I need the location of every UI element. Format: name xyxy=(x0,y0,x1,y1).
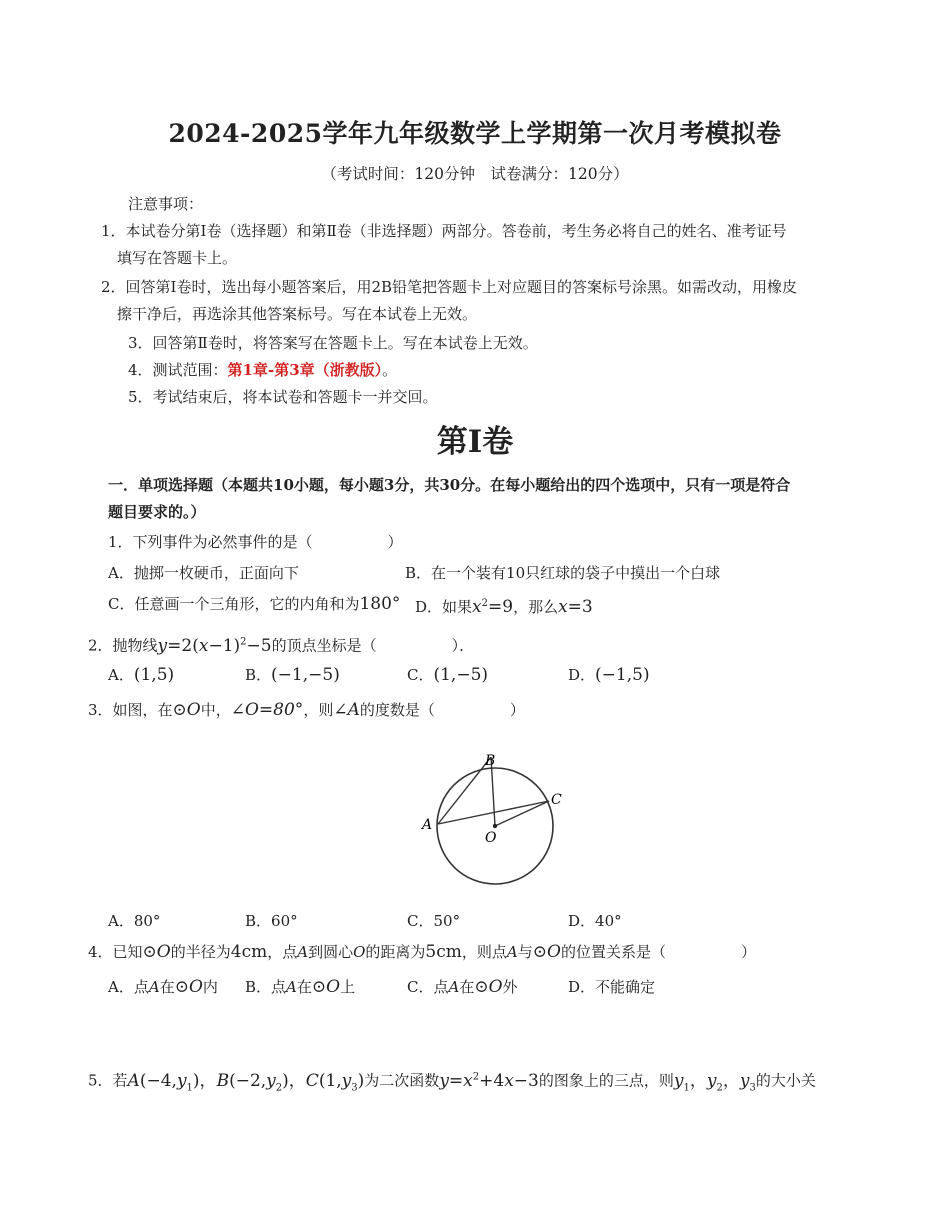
q5-after: 的图象上的三点，则 xyxy=(538,1071,674,1090)
q1-option-a: A．抛掷一枚硬币，正面向下 xyxy=(108,564,299,582)
q1-stem: 1．下列事件为必然事件的是（ ） xyxy=(108,533,403,551)
q3-angle-eq: ∠O=80° xyxy=(230,700,304,720)
q2-option-b xyxy=(245,665,340,685)
note-5: 5．考试结束后，将本试卷和答题卡一并交回。 xyxy=(128,388,438,406)
q4-text-3: ，点 xyxy=(267,943,298,961)
q4-text-1: 4．已知 xyxy=(88,943,143,961)
q5-mid: 为二次函数 xyxy=(364,1071,440,1090)
q5-end: 的大小关 xyxy=(755,1071,816,1090)
q2-option-a-value: (1,5) xyxy=(133,665,175,685)
note-2-line-1: 2．回答第Ⅰ卷时，选出每小题答案后，用2B铅笔把答题卡上对应题目的答案标号涂黑。如需改动，用橡皮 xyxy=(101,278,798,296)
part-1-heading-line-2: 题目要求的。） xyxy=(108,503,206,521)
q4-text-2: 的半径为 xyxy=(170,943,231,961)
q1-option-d-eq2: =3 xyxy=(567,597,593,617)
q2-stem xyxy=(88,632,474,656)
q4-b-circle: ⊙O xyxy=(311,977,341,997)
q2-option-c-label: C． xyxy=(407,666,434,684)
q4-stem xyxy=(88,942,756,962)
section-title: 第Ⅰ卷 xyxy=(436,424,514,460)
q2-suffix: 的顶点坐标是（ ）． xyxy=(271,636,475,655)
q2-option-d-value: (−1,5) xyxy=(595,665,650,685)
q4-text-5: 的距离为 xyxy=(365,943,426,961)
q5-y-values: $y_1$，$y_2$，$y_3$ xyxy=(673,1070,756,1094)
q4-text-4: 到圆心 xyxy=(308,943,354,961)
exam-title: 2024-2025学年九年级数学上学期第一次月考模拟卷 xyxy=(168,119,782,148)
radius-oc xyxy=(495,801,549,826)
q4-option-b xyxy=(245,977,355,997)
q5-prefix: 5．若 xyxy=(88,1071,128,1090)
q4-a-in: 在 xyxy=(159,978,175,996)
q2-option-d xyxy=(568,665,650,685)
q4-circle-o-2: ⊙O xyxy=(532,942,561,962)
note-1-line-1: 1．本试卷分第Ⅰ卷（选择题）和第Ⅱ卷（非选择题）两部分。答卷前，考生务必将自己的姓名、准考证号 xyxy=(101,222,787,240)
q3-angle-a: ∠A xyxy=(333,700,360,720)
q4-b-pre: B．点 xyxy=(245,978,287,996)
q4-c-suf: 外 xyxy=(502,978,518,996)
q4-c-circle: ⊙O xyxy=(474,977,503,997)
q2-option-d-label: D． xyxy=(568,666,596,684)
q4-c-in: 在 xyxy=(459,978,475,996)
q3-text-3: ，则 xyxy=(303,701,334,719)
q3-text-2: 中， xyxy=(200,701,231,719)
q4-a-suf: 内 xyxy=(202,978,218,996)
q1-option-c-text: C．任意画一个三角形，它的内角和为 xyxy=(108,595,360,613)
q4-c-point: A xyxy=(448,978,460,996)
label-b: B xyxy=(485,753,496,769)
test-range: 第1章-第3章（浙教版） xyxy=(227,361,383,379)
q5-function: $y=x^2+4x-3$ xyxy=(439,1070,539,1091)
q4-distance: 5cm xyxy=(425,942,462,962)
q4-a-point: A xyxy=(148,978,160,996)
q3-text-4: 的度数是（ ） xyxy=(359,701,525,719)
exam-subtitle: （考试时间：120分钟 试卷满分：120分） xyxy=(321,165,629,183)
q3-option-c: C．50° xyxy=(407,912,461,930)
q4-radius: 4cm xyxy=(230,942,268,962)
note-2-line-2: 擦干净后，再选涂其他答案标号。写在本试卷上无效。 xyxy=(117,305,478,323)
center-point xyxy=(493,824,497,828)
q4-b-suf: 上 xyxy=(340,978,356,996)
q2-option-a xyxy=(108,665,174,685)
part-1-heading-line-1: 一．单项选择题（本题共10小题，每小题3分，共30分。在每小题给出的四个选项中，只有一项是符合 xyxy=(108,476,791,494)
q3-circle-figure xyxy=(415,745,575,890)
q4-point-a-2: A xyxy=(506,943,518,961)
q4-option-c xyxy=(407,977,518,997)
q4-text-7: 与 xyxy=(517,943,533,961)
label-c: C xyxy=(551,792,562,808)
q1-option-d-text: D．如果 xyxy=(415,598,473,616)
q4-option-d: D．不能确定 xyxy=(568,978,656,996)
note-4 xyxy=(128,360,397,380)
q3-option-b: B．60° xyxy=(245,912,298,930)
q1-option-d-eq1: =9 xyxy=(488,597,514,617)
q5-points: $A(-4,y_1)$，$B(-2,y_2)$，$C(1,y_3)$ xyxy=(127,1070,365,1094)
q4-point-a: A xyxy=(297,943,309,961)
q1-option-d: D．如果$x^2=9$，那么x=3 xyxy=(415,597,593,617)
q4-b-in: 在 xyxy=(296,978,312,996)
q3-stem xyxy=(88,700,525,720)
q4-center-o: O xyxy=(353,943,366,961)
q1-option-c-value: 180° xyxy=(359,594,401,614)
chord-ab xyxy=(438,757,491,824)
q2-option-c xyxy=(407,665,488,685)
q3-option-d: D．40° xyxy=(568,912,622,930)
note-3: 3．回答第Ⅱ卷时，将答案写在答题卡上。写在本试卷上无效。 xyxy=(128,334,538,352)
q2-option-b-value: (−1,−5) xyxy=(271,665,340,685)
q4-text-6: ，则点 xyxy=(461,943,507,961)
label-o: O xyxy=(485,830,497,846)
note-1-line-2: 填写在答题卡上。 xyxy=(117,249,238,267)
q2-option-b-label: B． xyxy=(245,666,272,684)
q1-option-d-mid: ，那么 xyxy=(513,598,559,616)
q4-b-point: A xyxy=(286,978,297,996)
q4-c-pre: C．点 xyxy=(407,978,449,996)
q2-equation: $y=2(x-1)^2-5$ xyxy=(157,635,272,656)
note-4-suffix: 。 xyxy=(382,361,398,379)
q5-stem xyxy=(88,1067,816,1098)
label-a: A xyxy=(422,817,433,833)
note-4-prefix: 4．测试范围： xyxy=(128,361,228,379)
q2-prefix: 2．抛物线 xyxy=(88,636,158,655)
q1-option-b: B．在一个装有10只红球的袋子中摸出一个白球 xyxy=(405,564,721,582)
q4-text-8: 的位置关系是（ ） xyxy=(560,943,756,961)
q4-a-circle: ⊙O xyxy=(174,977,203,997)
q3-circle-o: ⊙O xyxy=(172,700,201,720)
q1-option-c xyxy=(108,594,400,614)
q4-circle-o: ⊙O xyxy=(142,942,171,962)
notes-heading: 注意事项： xyxy=(128,195,204,213)
q2-option-c-value: (1,−5) xyxy=(433,665,489,685)
q3-text-1: 3．如图，在 xyxy=(88,701,173,719)
q4-a-pre: A．点 xyxy=(108,978,149,996)
q2-option-a-label: A． xyxy=(108,666,134,684)
q3-option-a: A．80° xyxy=(108,912,161,930)
q4-option-a xyxy=(108,977,218,997)
